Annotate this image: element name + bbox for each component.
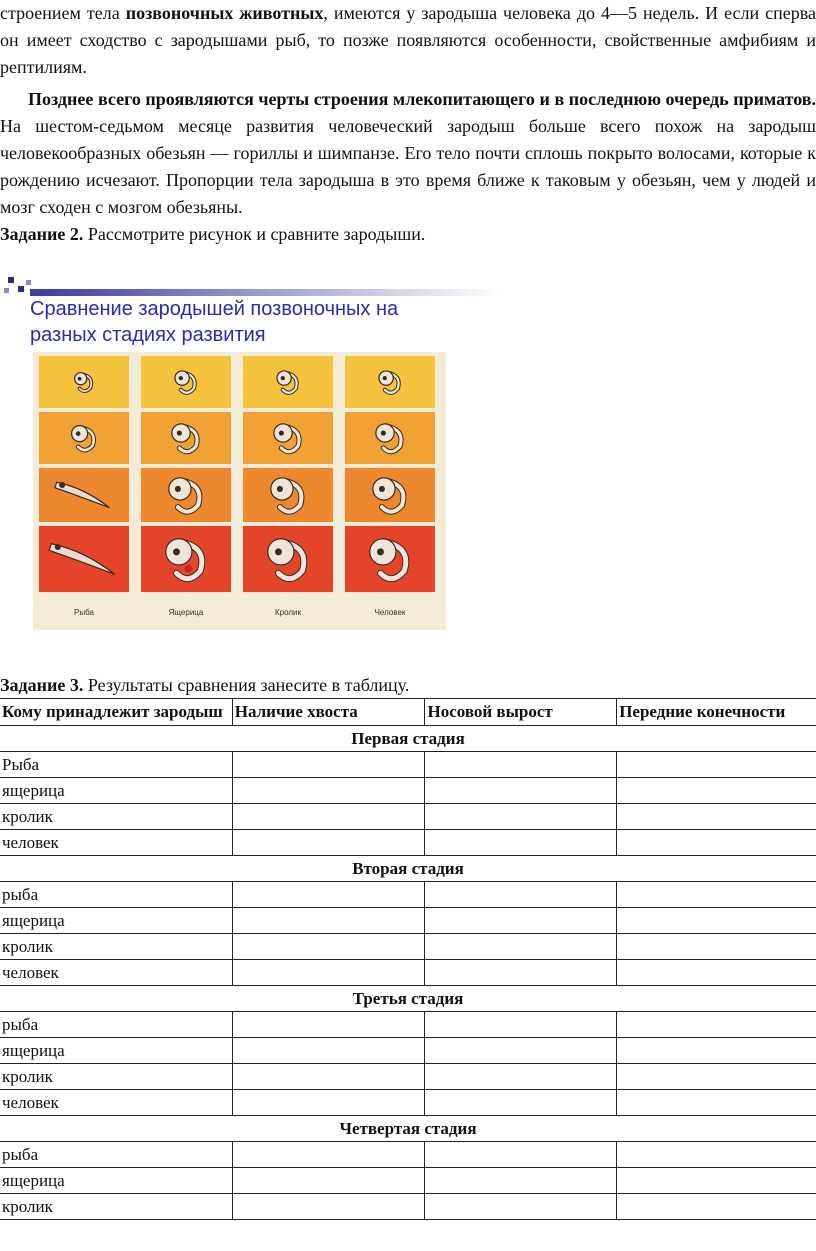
answer-cell[interactable]	[232, 908, 425, 934]
table-row	[0, 1168, 816, 1194]
embryo-eye	[179, 376, 183, 380]
embryo-cell	[243, 412, 333, 464]
answer-cell[interactable]	[232, 752, 425, 778]
embryo-cell	[141, 468, 231, 522]
answer-cell[interactable]	[425, 960, 617, 986]
embryo-eye	[281, 376, 285, 380]
embryo-cell	[39, 356, 129, 408]
embryo-eye	[59, 482, 65, 488]
table-row	[0, 1142, 816, 1168]
table-row	[0, 830, 816, 856]
embryo-eye	[275, 548, 282, 555]
paragraph-1-text-b: , имеются у зародыша человека до 4—5 недель. И если сперва он имеет сходство с зародышами рыб, то позже появляются особенности, свойственные амфибиям и рептилиям.	[0, 3, 816, 77]
answer-cell[interactable]	[232, 1038, 425, 1064]
species-label-human: Человек	[374, 608, 406, 617]
paragraph-1-bold: позвоночных животных	[125, 3, 324, 23]
comparison-table	[0, 698, 816, 1220]
stage-title: Вторая стадия	[0, 856, 816, 882]
header-tail: Наличие хвоста	[232, 699, 425, 726]
table-row	[0, 934, 816, 960]
embryo-cell	[141, 526, 231, 592]
animal-name-cell: кролик	[0, 804, 232, 830]
task-2-text: Рассмотрите рисунок и сравните зародыши.	[83, 224, 426, 244]
answer-cell[interactable]	[617, 1012, 816, 1038]
table-row	[0, 1194, 816, 1220]
embryo-eye	[381, 430, 386, 435]
embryo-cell	[39, 526, 129, 592]
answer-cell[interactable]	[232, 960, 425, 986]
embryo-cell	[243, 526, 333, 592]
table-row	[0, 960, 816, 986]
animal-name-cell: кролик	[0, 1194, 232, 1220]
task-2-label: Задание 2.	[0, 224, 84, 244]
embryo-cell	[141, 412, 231, 464]
embryo-cell	[345, 526, 435, 592]
header-nose: Носовой вырост	[425, 699, 617, 726]
answer-cell[interactable]	[425, 830, 617, 856]
paragraph-1	[0, 0, 816, 81]
answer-cell[interactable]	[425, 1090, 617, 1116]
paragraph-2-bold: Позднее всего проявляются черты строения млекопитающего и в последнюю очередь приматов.	[28, 89, 816, 109]
answer-cell[interactable]	[425, 934, 617, 960]
embryo-cell	[345, 412, 435, 464]
answer-cell[interactable]	[232, 830, 425, 856]
answer-cell[interactable]	[232, 1090, 425, 1116]
answer-cell[interactable]	[617, 908, 816, 934]
table-row	[0, 1064, 816, 1090]
animal-name-cell: кролик	[0, 934, 232, 960]
embryo-cell	[345, 468, 435, 522]
answer-cell[interactable]	[425, 1012, 617, 1038]
answer-cell[interactable]	[232, 1194, 425, 1220]
table-row	[0, 752, 816, 778]
animal-name-cell: ящерица	[0, 1038, 232, 1064]
answer-cell[interactable]	[617, 830, 816, 856]
answer-cell[interactable]	[617, 1194, 816, 1220]
header-forelimbs: Передние конечности	[617, 699, 816, 726]
table-row	[0, 1012, 816, 1038]
answer-cell[interactable]	[617, 804, 816, 830]
answer-cell[interactable]	[617, 1168, 816, 1194]
paragraph-2	[0, 86, 816, 221]
animal-name-cell: кролик	[0, 1064, 232, 1090]
embryo-eye	[379, 486, 385, 492]
task-3-label: Задание 3.	[0, 675, 84, 695]
answer-cell[interactable]	[617, 778, 816, 804]
animal-name-cell: рыба	[0, 882, 232, 908]
stage-title: Первая стадия	[0, 726, 816, 752]
task-3-text: Результаты сравнения занесите в таблицу.	[83, 675, 410, 695]
embryo-eye	[377, 548, 384, 555]
task-3	[0, 673, 409, 697]
paragraph-2-text: На шестом-седьмом месяце развития человеческий зародыш больше всего похож на зародыш человекообразных обезьян — гориллы и шимпанзе. Его тело почти сплошь покрыто волосами, которые к рождению исчезают. Пропорции тела зародыша в это время ближе к таковым у обезьян, чем у людей и мозг сходен с мозгом обезьяны.	[0, 116, 816, 217]
embryo-comparison-figure	[0, 272, 500, 642]
embryo-grid	[33, 352, 446, 630]
embryo-eye	[383, 376, 387, 380]
table-row	[0, 882, 816, 908]
stage-row	[0, 1116, 816, 1142]
answer-cell[interactable]	[425, 882, 617, 908]
embryo-eye	[76, 431, 81, 436]
answer-cell[interactable]	[232, 1168, 425, 1194]
embryo-eye	[177, 430, 182, 435]
answer-cell[interactable]	[425, 1038, 617, 1064]
table-header-row	[0, 699, 816, 726]
answer-cell[interactable]	[617, 1090, 816, 1116]
table-row	[0, 908, 816, 934]
paragraph-1-text-a: строением тела	[0, 3, 126, 23]
embryo-cell	[141, 356, 231, 408]
table-row	[0, 1038, 816, 1064]
answer-cell[interactable]	[425, 752, 617, 778]
body-text	[0, 0, 816, 248]
table-row	[0, 804, 816, 830]
answer-cell[interactable]	[617, 1064, 816, 1090]
embryo-cell	[39, 468, 129, 522]
embryo-eye	[173, 548, 180, 555]
stage-title: Третья стадия	[0, 986, 816, 1012]
embryo-eye	[279, 430, 284, 435]
answer-cell[interactable]	[425, 1064, 617, 1090]
stage-row	[0, 856, 816, 882]
species-label-fish: Рыба	[74, 608, 94, 617]
table-row	[0, 778, 816, 804]
stage-row	[0, 726, 816, 752]
animal-name-cell: человек	[0, 960, 232, 986]
answer-cell[interactable]	[425, 1142, 617, 1168]
embryo-cell	[39, 412, 129, 464]
table-row	[0, 1090, 816, 1116]
answer-cell[interactable]	[425, 778, 617, 804]
answer-cell[interactable]	[617, 1038, 816, 1064]
embryo-heart	[184, 565, 192, 573]
answer-cell[interactable]	[425, 804, 617, 830]
answer-cell[interactable]	[617, 934, 816, 960]
answer-cell[interactable]	[232, 1064, 425, 1090]
embryo-eye	[277, 486, 283, 492]
embryo-grid-drawing	[33, 352, 446, 630]
stage-title: Четвертая стадия	[0, 1116, 816, 1142]
embryo-eye	[175, 486, 181, 492]
figure-title: Сравнение зародышей позвоночных на разных стадиях развития	[30, 298, 399, 346]
animal-name-cell: человек	[0, 1090, 232, 1116]
stage-row	[0, 986, 816, 1012]
species-label-lizard: Ящерица	[168, 608, 204, 617]
species-label-rabbit: Кролик	[274, 608, 302, 617]
answer-cell[interactable]	[425, 908, 617, 934]
animal-name-cell: ящерица	[0, 778, 232, 804]
answer-cell[interactable]	[617, 960, 816, 986]
embryo-cell	[243, 356, 333, 408]
answer-cell[interactable]	[617, 882, 816, 908]
answer-cell[interactable]	[425, 1168, 617, 1194]
answer-cell[interactable]	[617, 752, 816, 778]
answer-cell[interactable]	[232, 804, 425, 830]
animal-name-cell: Рыба	[0, 752, 232, 778]
embryo-cell	[345, 356, 435, 408]
answer-cell[interactable]	[232, 934, 425, 960]
header-owner: Кому принадлежит зародыш	[0, 699, 232, 726]
task-2	[0, 221, 816, 248]
animal-name-cell: ящерица	[0, 1168, 232, 1194]
answer-cell[interactable]	[617, 1142, 816, 1168]
answer-cell[interactable]	[232, 1012, 425, 1038]
answer-cell[interactable]	[232, 882, 425, 908]
answer-cell[interactable]	[425, 1194, 617, 1220]
animal-name-cell: человек	[0, 830, 232, 856]
animal-name-cell: рыба	[0, 1142, 232, 1168]
answer-cell[interactable]	[232, 778, 425, 804]
animal-name-cell: ящерица	[0, 908, 232, 934]
animal-name-cell: рыба	[0, 1012, 232, 1038]
answer-cell[interactable]	[232, 1142, 425, 1168]
embryo-eye	[78, 377, 82, 381]
embryo-eye	[55, 544, 61, 550]
embryo-cell	[243, 468, 333, 522]
